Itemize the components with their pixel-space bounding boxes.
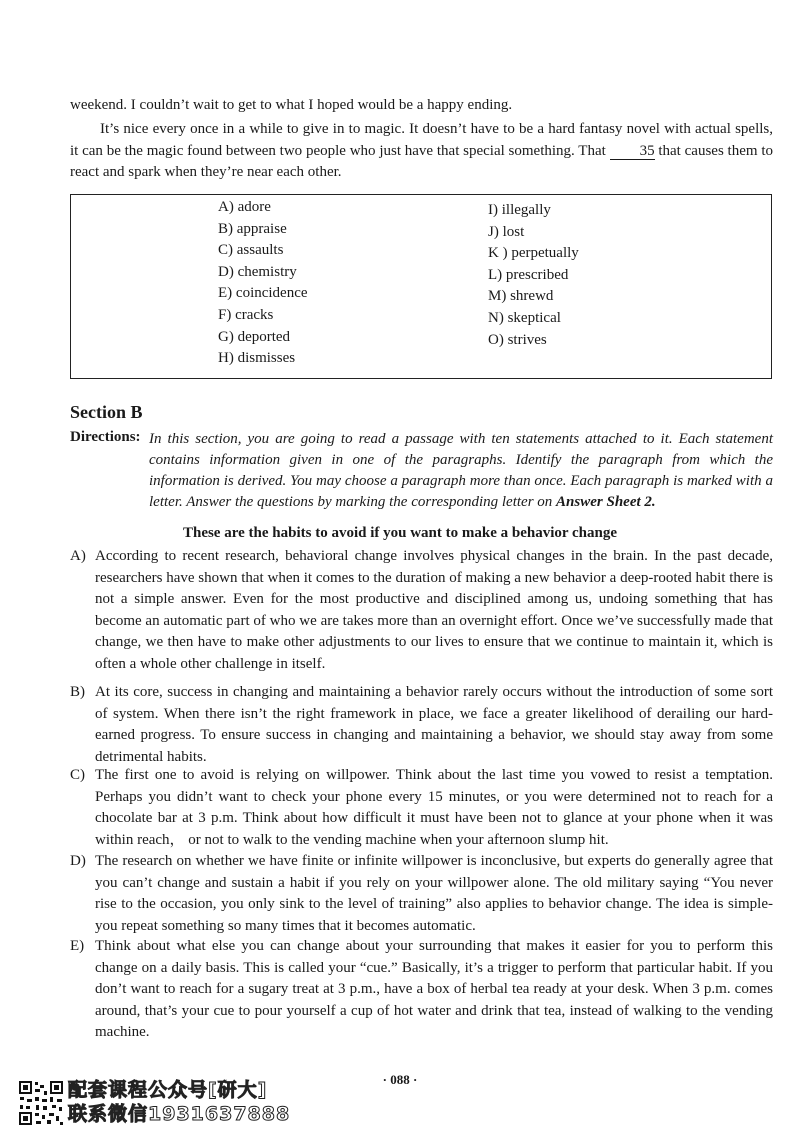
magic-paragraph-after: that causes them to react and spark when they’re near each other. [70, 142, 773, 180]
option-l: L) prescribed [488, 266, 569, 283]
directions-body: In this section, you are going to read a passage with ten statements attached to it. Each statement contains information given in one of the paragraphs. Identify the paragraph from which the information is derived. You may choose a paragraph more than once. Each paragraph is marked with a letter. Answer the questions by marking the corresponding letter on [149, 431, 773, 510]
page-number: · 088 · [382, 1072, 418, 1087]
paragraph-label: D) [70, 853, 86, 869]
option-o: O) strives [488, 331, 547, 348]
option-k: K ) perpetually [488, 245, 579, 262]
paragraph-label: C) [70, 767, 85, 783]
option-n: N) skeptical [488, 309, 561, 326]
option-i: I) illegally [488, 202, 551, 218]
section-title: Section B [70, 402, 143, 422]
option-c: C) assaults [218, 242, 284, 259]
passage-title: These are the habits to avoid if you want to make a behavior change [182, 525, 618, 541]
answer-sheet-label: Answer Sheet 2. [556, 494, 656, 510]
option-e: E) coincidence [218, 285, 308, 302]
paragraph-label: E) [70, 938, 85, 954]
option-g: G) deported [218, 328, 291, 345]
paragraph-text: At its core, success in changing and maintaining a behavior rarely occurs without the introduction of some sort of system. When there isn’t the right framework in place, we face a greater likelihood of derailing our hard-earned progress. To ensure success in changing and maintaining a behavior, we should stay away from some detrimental habits. [95, 684, 773, 765]
watermark-line-2: 联系微信1931637888 [68, 1103, 291, 1125]
watermark-line-1: 配套课程公众号[研大] [68, 1079, 268, 1101]
paragraph-text: Think about what else you can change about your surrounding that makes it easier for you to perform this change on a daily basis. This is called your “cue.” Basically, it’s a trigger to perform that particular habit. If you don’t want to reach for a sugary treat at 3 p.m., have a box of herbal tea ready at your desk. When 3 p.m. comes around, that’s your cue to pour yourself a cup of hot water and drink that tea, instead of walking to the vending machine. [95, 938, 773, 1040]
directions-label: Directions: [70, 429, 141, 445]
magic-paragraph-before: It’s nice every once in a while to give in to magic. It doesn’t have to be a hard fantasy novel with actual spells, it can be the magic found between two people who just have that special something. That [70, 121, 773, 159]
paragraph-text: The first one to avoid is relying on willpower. Think about the last time you vowed to resist a temptation. Perhaps you didn’t want to check your phone every 15 minutes, or you were determined not to reach for a chocolate bar at 3 p.m. Think about how difficult it must have been not to glance at your phone when it was within reach， or not to walk to the vending machine when your afternoon slump hit. [95, 767, 773, 848]
paragraph-text: According to recent research, behavioral change involves physical changes in the brain. In the past decade, researchers have shown that when it comes to the duration of making a new behavior a deep-rooted habit there is not a simple answer. Even for the most productive and disciplined among us, undoing something that has become an automatic part of who we are takes more than an overnight effort. Once we’ve successfully made that change, we then have to make other adjustments to our lives to ensure that we continue to maintain it, which is often a whole other challenge in itself. [95, 548, 773, 672]
option-f: F) cracks [218, 306, 274, 323]
option-m: M) shrewd [488, 288, 554, 305]
paragraph-label: A) [70, 548, 86, 564]
directions-text [149, 429, 773, 513]
continuation-line: weekend. I couldn’t wait to get to what I hoped would be a happy ending. [70, 97, 513, 113]
word-bank-right-column [488, 200, 579, 351]
option-j: J) lost [488, 223, 525, 240]
magic-paragraph [70, 119, 773, 184]
option-b: B) appraise [218, 220, 287, 237]
paragraph-text: The research on whether we have finite or infinite willpower is inconclusive, but experts do generally agree that you can’t change and sustain a habit if you rely on your willpower alone. The old military saying “You never rise to the occasion, you only sink to the level of training” also applies to behavior change. The idea is simple-you repeat something so many times that it becomes automatic. [95, 853, 773, 934]
option-h: H) dismisses [218, 350, 296, 367]
option-a: A) adore [218, 199, 271, 215]
word-bank-box [70, 194, 772, 379]
qr-code-icon [18, 1080, 64, 1126]
word-bank-left-column [218, 197, 308, 370]
watermark [68, 1078, 290, 1126]
paragraph-label: B) [70, 684, 85, 700]
blank-35: 35 [610, 143, 655, 160]
option-d: D) chemistry [218, 263, 297, 280]
